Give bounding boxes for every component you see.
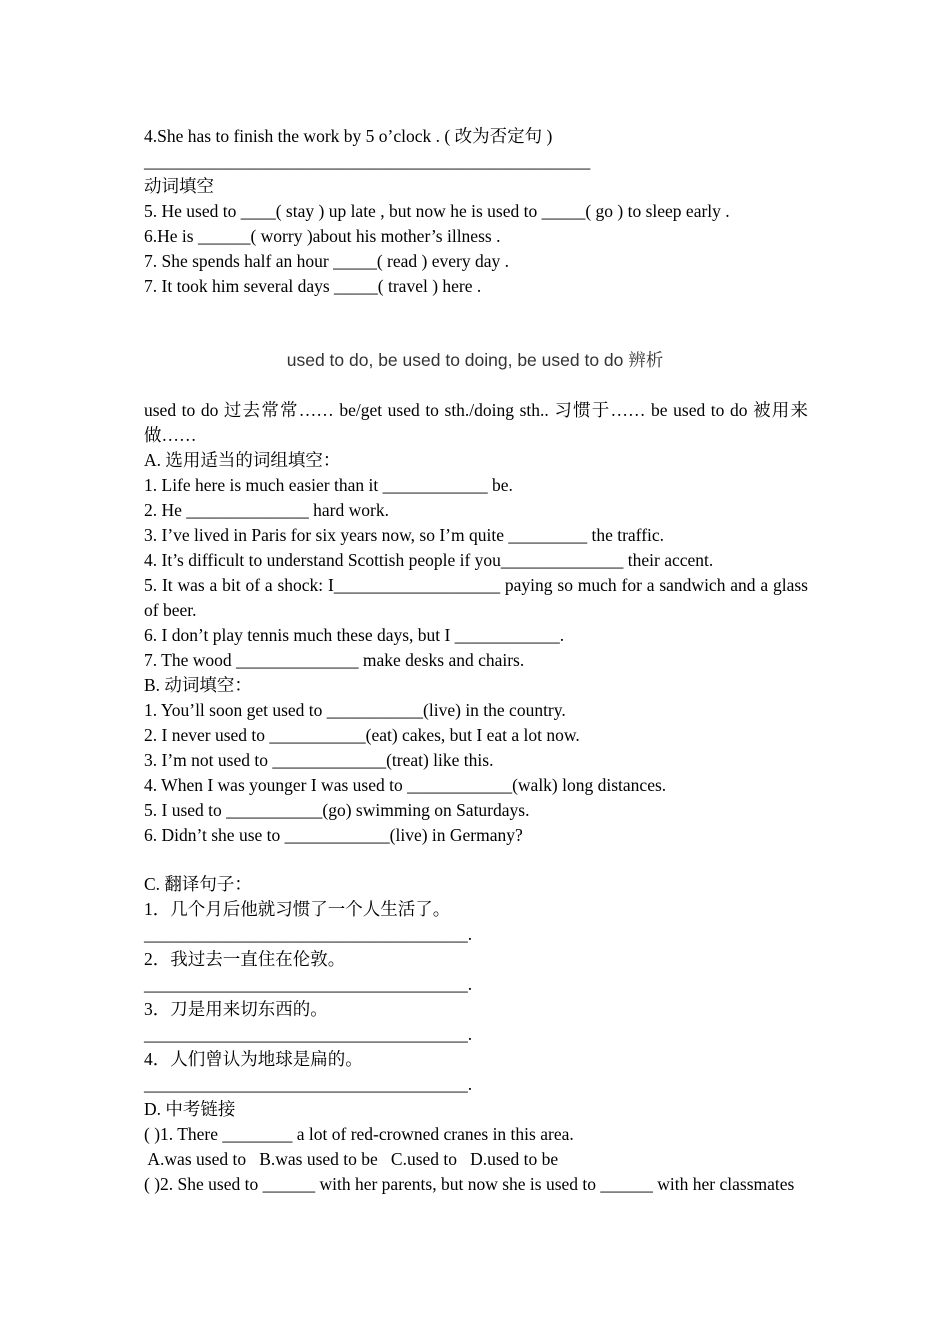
question-7a: 7. She spends half an hour _____( read ) every day . (144, 251, 509, 271)
part-a-item: 7. The wood ______________ make desks and chairs. (144, 650, 525, 670)
part-a-item: 1. Life here is much easier than it ____________ be. (144, 475, 513, 495)
part-d-question-1: ( )1. There ________ a lot of red-crowned cranes in this area. (144, 1124, 574, 1144)
part-c-question: 4．人们曾认为地球是扁的。 (144, 1049, 363, 1069)
part-a-item: 6. I don’t play tennis much these days, but I ____________. (144, 625, 565, 645)
part-b-item: 5. I used to ___________(go) swimming on Saturdays. (144, 800, 530, 820)
part-a-item: 2. He ______________ hard work. (144, 500, 389, 520)
part-c-question: 2．我过去一直住在伦敦。 (144, 949, 346, 969)
part-c-heading: C. 翻译句子： (144, 874, 252, 894)
part-a-item: 3. I’ve lived in Paris for six years now, so I’m quite _________ the traffic. (144, 525, 665, 545)
question-4: 4.She has to finish the work by 5 o’clock . ( 改为否定句 ) (144, 126, 553, 146)
answer-line: ___________________________________________________ (144, 151, 591, 171)
part-a-item: 5. It was a bit of a shock: I___________________ paying so much for a sandwich and a glass of beer. (144, 575, 808, 620)
intro-paragraph: used to do 过去常常…… be/get used to sth./doing sth.. 习惯于…… be used to do 被用来做…… (144, 400, 808, 445)
part-b-item: 4. When I was younger I was used to ____________(walk) long distances. (144, 775, 667, 795)
part-b-item: 3. I’m not used to _____________(treat) like this. (144, 750, 494, 770)
part-b-heading: B. 动词填空： (144, 675, 252, 695)
question-5: 5. He used to ____( stay ) up late , but now he is used to _____( go ) to sleep early . (144, 201, 730, 221)
part-c-answer-line: _____________________________________. (144, 974, 473, 994)
part-c-answer-line: _____________________________________. (144, 924, 473, 944)
part-d-question-2: ( )2. She used to ______ with her parents, but now she is used to ______ with her classmates (144, 1174, 795, 1194)
part-c-question: 3．刀是用来切东西的。 (144, 999, 328, 1019)
part-a-item: 4. It’s difficult to understand Scottish people if you______________ their accent. (144, 550, 714, 570)
part-b-item: 6. Didn’t she use to ____________(live) in Germany? (144, 825, 523, 845)
question-6: 6.He is ______( worry )about his mother’s illness . (144, 226, 501, 246)
part-b-item: 1. You’ll soon get used to ___________(live) in the country. (144, 700, 566, 720)
question-7b: 7. It took him several days _____( travel ) here . (144, 276, 482, 296)
verb-fill-heading: 动词填空 (144, 176, 214, 196)
part-c-question: 1．几个月后他就习惯了一个人生活了。 (144, 899, 451, 919)
part-b-item: 2. I never used to ___________(eat) cakes, but I eat a lot now. (144, 725, 580, 745)
part-d-heading: D. 中考链接 (144, 1099, 236, 1119)
part-c-answer-line: _____________________________________. (144, 1024, 473, 1044)
section-title: used to do, be used to doing, be used to do 辨析 (286, 350, 664, 370)
part-d-question-1-options: A.was used to B.was used to be C.used to D.used to be (144, 1149, 559, 1169)
part-a-heading: A. 选用适当的词组填空： (144, 450, 341, 470)
part-c-answer-line: _____________________________________. (144, 1074, 473, 1094)
